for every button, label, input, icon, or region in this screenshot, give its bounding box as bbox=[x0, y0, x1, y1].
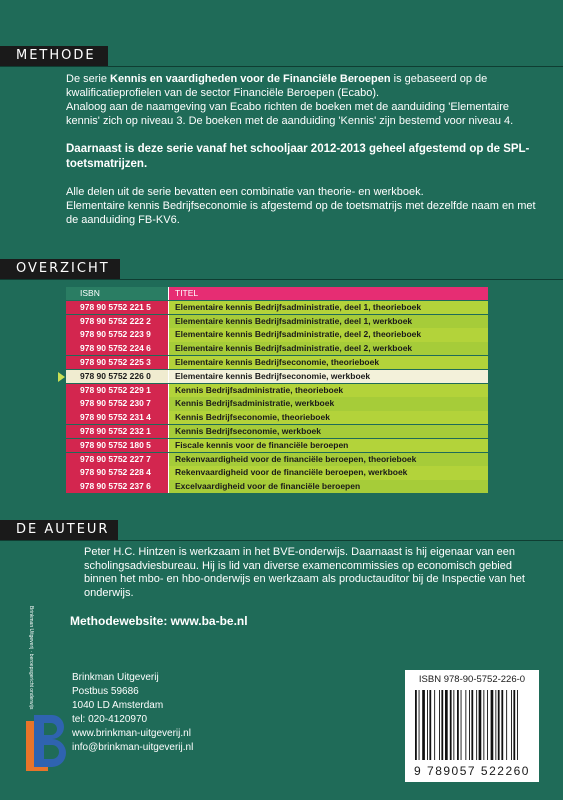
publisher-web: www.brinkman-uitgeverij.nl bbox=[72, 728, 191, 739]
cell-isbn: 978 90 5752 228 4 bbox=[66, 466, 168, 479]
cell-isbn: 978 90 5752 231 4 bbox=[66, 411, 168, 424]
divider bbox=[0, 540, 563, 541]
table-row bbox=[66, 466, 488, 479]
table-header bbox=[66, 287, 488, 300]
cell-isbn: 978 90 5752 224 6 bbox=[66, 342, 168, 355]
table-row bbox=[66, 411, 488, 424]
column-header-isbn: ISBN bbox=[66, 287, 168, 300]
cell-isbn: 978 90 5752 225 3 bbox=[66, 356, 168, 369]
cell-titel: Rekenvaardigheid voor de financiële beroepen, theorieboek bbox=[168, 453, 488, 466]
methode-intro: De serie Kennis en vaardigheden voor de Financiële Beroepen is gebaseerd op de kwalificatieprofielen van de sector Financiële Beroepen (Ecabo). Analoog aan de naamgeving van Ecabo richten de boeken met de aanduiding 'Elementaire kennis' zich op niveau 3. De boeken met de aanduiding 'Kennis' zijn bestemd voor niveau 4. bbox=[66, 73, 514, 127]
barcode-bars bbox=[415, 690, 533, 760]
vertical-imprint: Brinkman Uitgeverij · beroepsgericht onderwijs bbox=[28, 606, 34, 710]
table-row bbox=[66, 342, 488, 355]
cell-isbn: 978 90 5752 232 1 bbox=[66, 425, 168, 438]
cell-titel: Fiscale kennis voor de financiële beroepen bbox=[168, 439, 488, 452]
methode-spl-note: Daarnaast is deze serie vanaf het schooljaar 2012-2013 geheel afgestemd op de SPL-toetsmatrijzen. bbox=[66, 143, 530, 170]
table-row bbox=[66, 439, 488, 452]
cell-isbn: 978 90 5752 237 6 bbox=[66, 480, 168, 493]
cell-titel: Kennis Bedrijfsadministratie, theorieboek bbox=[168, 384, 488, 397]
cell-titel: Elementaire kennis Bedrijfsadministratie, deel 2, werkboek bbox=[168, 342, 488, 355]
table-row bbox=[66, 480, 488, 493]
divider bbox=[0, 279, 563, 280]
brinkman-logo-icon bbox=[26, 715, 68, 775]
cell-isbn: 978 90 5752 221 5 bbox=[66, 301, 168, 314]
table-row bbox=[66, 397, 488, 410]
cell-titel: Elementaire kennis Bedrijfseconomie, theorieboek bbox=[168, 356, 488, 369]
cell-titel: Kennis Bedrijfsadministratie, werkboek bbox=[168, 397, 488, 410]
cell-titel: Elementaire kennis Bedrijfsadministratie, deel 2, theorieboek bbox=[168, 328, 488, 341]
cell-titel: Elementaire kennis Bedrijfsadministratie, deel 1, werkboek bbox=[168, 315, 488, 328]
table-row bbox=[66, 315, 488, 328]
table-row bbox=[66, 328, 488, 341]
table-row bbox=[66, 425, 488, 438]
cell-titel: Excelvaardigheid voor de financiële beroepen bbox=[168, 480, 488, 493]
barcode-number: 9 789057 522260 bbox=[414, 764, 530, 778]
barcode-isbn: ISBN 978-90-5752-226-0 bbox=[418, 674, 526, 685]
table-row bbox=[66, 356, 488, 369]
cell-titel: Kennis Bedrijfseconomie, theorieboek bbox=[168, 411, 488, 424]
cell-isbn: 978 90 5752 226 0 bbox=[66, 370, 168, 383]
cell-isbn: 978 90 5752 230 7 bbox=[66, 397, 168, 410]
cell-isbn: 978 90 5752 229 1 bbox=[66, 384, 168, 397]
table-row bbox=[66, 301, 488, 314]
method-website: Methodewebsite: www.ba-be.nl bbox=[70, 614, 248, 628]
overzicht-heading: OVERZICHT bbox=[0, 259, 120, 279]
publisher-postbus: Postbus 59686 bbox=[72, 686, 139, 697]
divider bbox=[0, 66, 563, 67]
publisher-city: 1040 LD Amsterdam bbox=[72, 700, 164, 711]
table-row bbox=[66, 453, 488, 466]
overview-table bbox=[66, 287, 488, 494]
publisher-email: info@brinkman-uitgeverij.nl bbox=[72, 742, 194, 753]
cell-isbn: 978 90 5752 180 5 bbox=[66, 439, 168, 452]
author-bio: Peter H.C. Hintzen is werkzaam in het BVE-onderwijs. Daarnaast is hij eigenaar van een scholingsadviesbureau. Hij is lid van diverse examencommissies op economisch gebied binnen het mbo- en hbo-onderwijs en werkzaam als productauditor bij de Inspectie van het onderwijs. bbox=[84, 546, 525, 599]
publisher-name: Brinkman Uitgeverij bbox=[72, 672, 159, 683]
table-row bbox=[66, 370, 488, 383]
cell-isbn: 978 90 5752 222 2 bbox=[66, 315, 168, 328]
cell-titel: Elementaire kennis Bedrijfseconomie, werkboek bbox=[168, 370, 488, 383]
auteur-heading: DE AUTEUR bbox=[0, 520, 118, 540]
current-book-marker-icon bbox=[58, 372, 65, 382]
column-header-titel: TITEL bbox=[168, 287, 488, 300]
barcode bbox=[405, 670, 539, 782]
cell-titel: Rekenvaardigheid voor de financiële beroepen, werkboek bbox=[168, 466, 488, 479]
table-row bbox=[66, 384, 488, 397]
methode-series-info: Alle delen uit de serie bevatten een combinatie van theorie- en werkboek. Elementaire kennis Bedrijfseconomie is afgestemd op de toetsmatrijs met dezelfde naam en met de aanduiding FB-KV6. bbox=[66, 186, 536, 226]
methode-heading: METHODE bbox=[0, 46, 108, 66]
cell-titel: Kennis Bedrijfseconomie, werkboek bbox=[168, 425, 488, 438]
publisher-phone: tel: 020-4120970 bbox=[72, 714, 148, 725]
publisher-address bbox=[72, 671, 193, 755]
cell-titel: Elementaire kennis Bedrijfsadministratie, deel 1, theorieboek bbox=[168, 301, 488, 314]
cell-isbn: 978 90 5752 223 9 bbox=[66, 328, 168, 341]
cell-isbn: 978 90 5752 227 7 bbox=[66, 453, 168, 466]
